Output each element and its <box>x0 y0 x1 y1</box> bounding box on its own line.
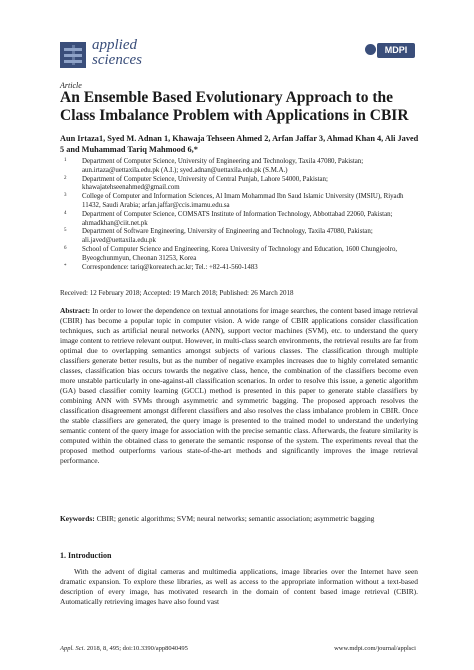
affiliation-item: 6 School of Computer Science and Engineering, Korea University of Technology and Education, 1600 Chungjeolro, Byeogchunmyun, Cheonan 31253, Korea <box>64 245 398 262</box>
footer-journal-abbr: Appl. Sci. <box>60 645 86 652</box>
affiliation-item: 5 Department of Software Engineering, University of Engineering and Technology, Taxila 47080, Pakistan; ali.javed@uettaxila.edu.pk <box>64 228 373 245</box>
journal-name-line1: applied <box>92 37 137 53</box>
intro-paragraph: With the advent of digital cameras and multimedia applications, image libraries over the Internet have seen dramatic expansion. To explore these libraries, as well as access to the appropriate information without a text-based description of every image, has motivated research in the domain of content based image retrieval (CBIR). Automatically retrieving images have also found vast <box>60 567 418 606</box>
affiliation-item: 1 Department of Computer Science, University of Engineering and Technology, Taxila 47080, Pakistan; aun.irtaza@uettaxila.edu.pk (A.I.); syed.adnan@uettaxila.edu.pk (S.M.A.) <box>64 158 364 174</box>
journal-logo-icon <box>60 42 86 68</box>
journal-name <box>92 38 142 68</box>
paper-title: An Ensemble Based Evolutionary Approach to the Class Imbalance Problem with Applications in CBIR <box>60 89 409 124</box>
keywords-label: Keywords: <box>60 514 95 523</box>
abstract-label: Abstract: <box>60 306 91 315</box>
publisher-logo: MDPI <box>377 43 415 58</box>
journal-name-line2: sciences <box>92 52 142 68</box>
mdpi-logo-icon <box>365 44 376 55</box>
keywords <box>60 514 418 524</box>
correspondence-item: * Correspondence: tariq@koreatech.ac.kr; Tel.: +82-41-560-1483 <box>64 263 258 271</box>
footer-url[interactable]: www.mdpi.com/journal/applsci <box>334 645 416 652</box>
footer-citation <box>60 645 188 652</box>
abstract-text: In order to lower the dependence on textual annotations for image searches, the content based image retrieval (CBIR) has become a popular topic in computer vision. A wide range of CBIR applications consider classification techniques, such as artificial neural networks (ANN), support vector machines (SVM), etc. to understand the query image content to retrieve relevant output. However, in multi-class search environments, the retrieval results are far from optimal due to overlapping semantics amongst subjects of various classes. The classification through multiple classifiers generate better results, but as the number of negative examples increases due to highly correlated semantic classes, classification bias occurs towards the negative class, hence, the combination of the classifiers become even more unstable particularly in one-against-all classification scenarios. In order to resolve this issue, a genetic algorithm (GA) based classifier comity learning (GCCL) method is presented in this paper to generate stable classifiers by combining ANN with SVMs through asymmetric and symmetric bagging. The proposed approach resolves the classification disagreement amongst different classifiers and also resolves the class imbalance problem in CBIR. Once the stable classifiers are generated, the query image is presented to the trained model to understand the underlying semantic content of the query image for association with the precise semantic class. Afterwards, the feature similarity is computed within the obtained class to generate the semantic response of the system. The experiments reveal that the proposed method outperforms various state-of-the-art methods and significantly improves the image retrieval performance. <box>60 306 418 465</box>
article-type: Article <box>60 81 82 90</box>
affiliation-item: 3 College of Computer and Information Sciences, Al Imam Mohammad Ibn Saud Islamic University (IMSIU), Riyadh 11432, Saudi Arabia; arfan.jaffar@ccis.imamu.edu.sa <box>64 193 404 209</box>
affiliation-item: 4 Department of Computer Science, COMSATS Institute of Information Technology, Abbottabad 22060, Pakistan; ahmadkhan@ciit.net.pk <box>64 210 393 227</box>
affiliation-item: 2 Department of Computer Science, University of Central Punjab, Lahore 54000, Pakistan; khawajatehseenahmed@gmail.com <box>64 175 328 192</box>
author-list: Aun Irtaza1, Syed M. Adnan 1, Khawaja Tehseen Ahmed 2, Arfan Jaffar 3, Ahmad Khan 4, Ali Javed 5 and Muhammad Tariq Mahmood 6,* <box>60 134 419 154</box>
footer-citation-text: 2018, 8, 495; doi:10.3390/app8040495 <box>86 645 188 652</box>
keywords-text: CBIR; genetic algorithms; SVM; neural networks; semantic association; asymmetric bagging <box>96 514 375 523</box>
section-heading: 1. Introduction <box>60 551 112 560</box>
publication-dates: Received: 12 February 2018; Accepted: 19 March 2018; Published: 26 March 2018 <box>60 289 294 297</box>
affiliation-list <box>60 158 420 272</box>
abstract <box>60 306 418 466</box>
